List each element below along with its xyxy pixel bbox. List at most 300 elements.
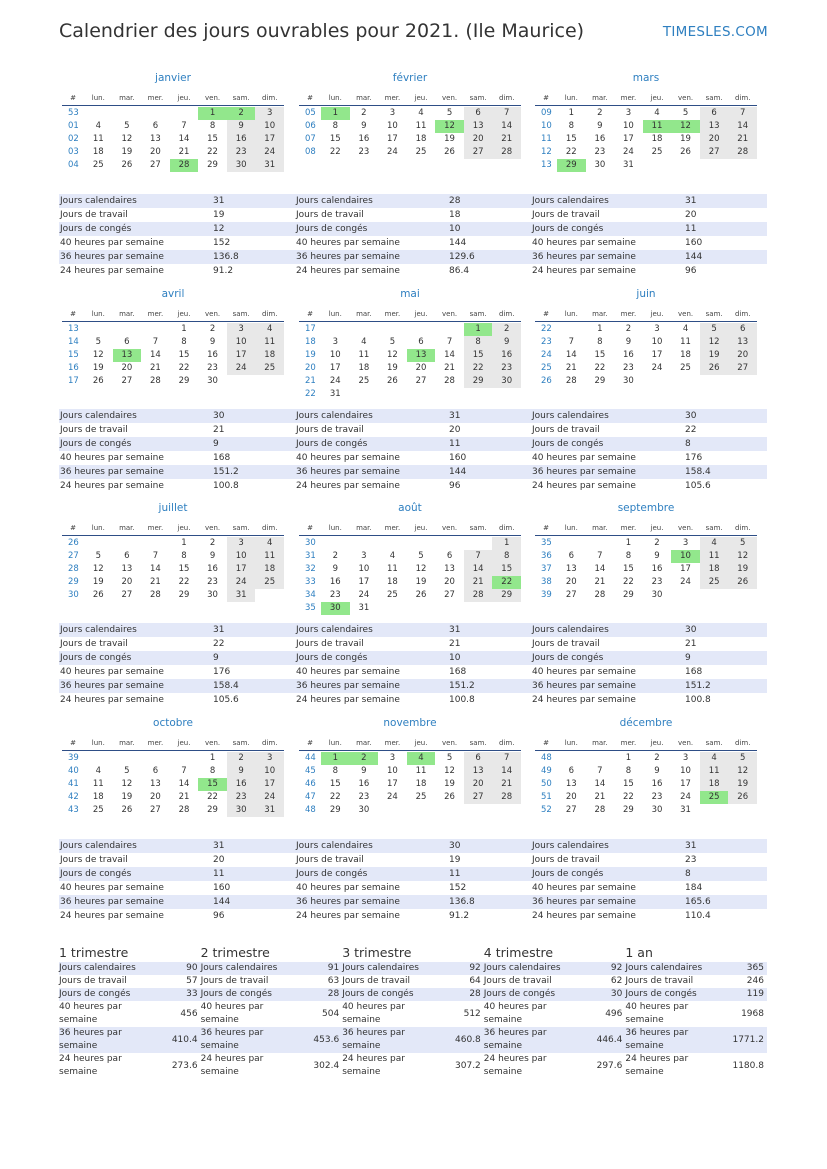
day-cell[interactable]: 30 <box>594 160 606 170</box>
day-cell[interactable]: 31 <box>227 589 256 602</box>
day-cell[interactable]: 31 <box>329 389 341 399</box>
day-cell[interactable]: 18 <box>387 577 398 587</box>
day-cell[interactable]: 29 <box>464 375 493 388</box>
day-cell[interactable]: 24 <box>387 147 398 157</box>
day-cell[interactable]: 28 <box>492 791 521 804</box>
day-cell[interactable]: 17 <box>255 778 284 791</box>
day-cell[interactable]: 11 <box>700 550 729 563</box>
day-cell[interactable]: 30 <box>358 805 370 815</box>
day-cell[interactable]: 20 <box>700 133 729 146</box>
day-cell[interactable]: 9 <box>361 766 367 776</box>
day-cell[interactable]: 30 <box>651 590 663 600</box>
day-cell[interactable]: 16 <box>207 564 218 574</box>
day-cell[interactable]: 28 <box>170 159 199 172</box>
day-cell[interactable]: 26 <box>121 160 133 170</box>
day-cell[interactable]: 15 <box>198 778 227 791</box>
day-cell[interactable]: 12 <box>92 350 104 360</box>
day-cell[interactable]: 14 <box>594 564 606 574</box>
day-cell[interactable]: 23 <box>651 792 663 802</box>
day-cell[interactable]: 4 <box>418 108 424 118</box>
day-cell[interactable]: 5 <box>389 337 396 347</box>
day-cell[interactable]: 30 <box>207 590 218 600</box>
day-cell[interactable]: 31 <box>623 160 634 170</box>
day-cell[interactable]: 20 <box>464 778 493 791</box>
day-cell[interactable]: 28 <box>565 376 577 386</box>
day-cell[interactable]: 16 <box>651 564 663 574</box>
day-cell[interactable]: 31 <box>255 804 284 817</box>
day-cell[interactable]: 12 <box>671 120 700 133</box>
day-cell[interactable]: 2 <box>597 108 603 118</box>
brand-logo[interactable]: TIMESLES.COM <box>662 24 768 40</box>
day-cell[interactable]: 12 <box>444 766 455 776</box>
day-cell[interactable]: 13 <box>113 349 142 362</box>
day-cell[interactable]: 12 <box>92 564 104 574</box>
day-cell[interactable]: 28 <box>594 590 606 600</box>
day-cell[interactable]: 17 <box>227 349 256 362</box>
day-cell[interactable]: 25 <box>680 363 691 373</box>
day-cell[interactable]: 6 <box>152 121 159 131</box>
day-cell[interactable]: 6 <box>464 107 493 120</box>
day-cell[interactable]: 22 <box>329 792 341 802</box>
day-cell[interactable]: 22 <box>623 577 634 587</box>
day-cell[interactable]: 30 <box>492 375 521 388</box>
day-cell[interactable]: 7 <box>446 337 453 347</box>
day-cell[interactable]: 30 <box>321 602 350 615</box>
day-cell[interactable]: 16 <box>492 349 521 362</box>
day-cell[interactable]: 10 <box>255 120 284 133</box>
day-cell[interactable]: 5 <box>682 108 689 118</box>
day-cell[interactable]: 23 <box>651 577 663 587</box>
day-cell[interactable]: 7 <box>492 752 521 765</box>
day-cell[interactable]: 5 <box>124 121 130 131</box>
day-cell[interactable]: 11 <box>415 766 427 776</box>
day-cell[interactable]: 2 <box>227 752 256 765</box>
day-cell[interactable]: 19 <box>444 134 455 144</box>
day-cell[interactable]: 7 <box>568 337 574 347</box>
day-cell[interactable]: 22 <box>492 576 521 589</box>
day-cell[interactable]: 5 <box>418 551 424 561</box>
day-cell[interactable]: 1 <box>597 324 603 334</box>
day-cell[interactable]: 13 <box>444 564 455 574</box>
day-cell[interactable]: 4 <box>361 337 367 347</box>
day-cell[interactable]: 18 <box>415 134 427 144</box>
day-cell[interactable]: 1 <box>625 538 632 548</box>
day-cell[interactable]: 1 <box>464 323 493 336</box>
day-cell[interactable]: 10 <box>680 766 691 776</box>
day-cell[interactable]: 14 <box>492 765 521 778</box>
day-cell[interactable]: 13 <box>121 564 133 574</box>
day-cell[interactable]: 14 <box>150 564 161 574</box>
day-cell[interactable]: 24 <box>227 362 256 375</box>
day-cell[interactable]: 7 <box>597 766 603 776</box>
day-cell[interactable]: 18 <box>680 350 691 360</box>
day-cell[interactable]: 8 <box>492 550 521 563</box>
day-cell[interactable]: 2 <box>654 753 660 763</box>
day-cell[interactable]: 17 <box>387 779 398 789</box>
day-cell[interactable]: 26 <box>415 590 427 600</box>
day-cell[interactable]: 15 <box>329 779 341 789</box>
day-cell[interactable]: 13 <box>565 779 577 789</box>
day-cell[interactable]: 12 <box>728 550 757 563</box>
day-cell[interactable]: 22 <box>594 363 606 373</box>
day-cell[interactable]: 8 <box>181 337 187 347</box>
day-cell[interactable]: 5 <box>95 551 101 561</box>
day-cell[interactable]: 29 <box>623 805 634 815</box>
day-cell[interactable]: 16 <box>227 133 256 146</box>
day-cell[interactable]: 14 <box>444 350 455 360</box>
day-cell[interactable]: 22 <box>464 362 493 375</box>
day-cell[interactable]: 8 <box>209 766 216 776</box>
day-cell[interactable]: 13 <box>407 349 436 362</box>
day-cell[interactable]: 21 <box>565 363 577 373</box>
day-cell[interactable]: 12 <box>121 779 133 789</box>
day-cell[interactable]: 27 <box>121 590 133 600</box>
day-cell[interactable]: 3 <box>682 538 689 548</box>
day-cell[interactable]: 4 <box>389 551 396 561</box>
day-cell[interactable]: 17 <box>651 350 663 360</box>
day-cell[interactable]: 11 <box>358 350 370 360</box>
day-cell[interactable]: 30 <box>651 805 663 815</box>
day-cell[interactable]: 15 <box>178 350 190 360</box>
day-cell[interactable]: 11 <box>643 120 672 133</box>
day-cell[interactable]: 16 <box>227 778 256 791</box>
day-cell[interactable]: 15 <box>623 779 634 789</box>
day-cell[interactable]: 13 <box>464 765 493 778</box>
day-cell[interactable]: 9 <box>227 120 256 133</box>
day-cell[interactable]: 5 <box>124 766 130 776</box>
day-cell[interactable]: 26 <box>92 376 104 386</box>
day-cell[interactable]: 24 <box>227 576 256 589</box>
day-cell[interactable]: 25 <box>415 792 427 802</box>
day-cell[interactable]: 19 <box>444 779 455 789</box>
day-cell[interactable]: 28 <box>444 376 455 386</box>
day-cell[interactable]: 5 <box>700 323 729 336</box>
day-cell[interactable]: 26 <box>728 791 757 804</box>
day-cell[interactable]: 8 <box>464 336 493 349</box>
day-cell[interactable]: 12 <box>435 120 464 133</box>
day-cell[interactable]: 3 <box>255 107 284 120</box>
day-cell[interactable]: 17 <box>227 563 256 576</box>
day-cell[interactable]: 28 <box>464 589 493 602</box>
day-cell[interactable]: 6 <box>728 323 757 336</box>
day-cell[interactable]: 20 <box>150 792 161 802</box>
day-cell[interactable]: 8 <box>332 766 338 776</box>
day-cell[interactable]: 8 <box>568 121 574 131</box>
day-cell[interactable]: 25 <box>255 576 284 589</box>
day-cell[interactable]: 2 <box>350 752 379 765</box>
day-cell[interactable]: 10 <box>358 564 370 574</box>
day-cell[interactable]: 27 <box>565 805 577 815</box>
day-cell[interactable]: 29 <box>178 590 190 600</box>
day-cell[interactable]: 15 <box>623 564 634 574</box>
day-cell[interactable]: 16 <box>207 350 218 360</box>
day-cell[interactable]: 28 <box>492 146 521 159</box>
day-cell[interactable]: 3 <box>255 752 284 765</box>
day-cell[interactable]: 2 <box>227 107 256 120</box>
day-cell[interactable]: 18 <box>415 779 427 789</box>
day-cell[interactable]: 23 <box>358 147 370 157</box>
day-cell[interactable]: 3 <box>625 108 632 118</box>
day-cell[interactable]: 4 <box>255 537 284 550</box>
day-cell[interactable]: 10 <box>329 350 341 360</box>
day-cell[interactable]: 27 <box>444 590 455 600</box>
day-cell[interactable]: 29 <box>557 159 586 172</box>
day-cell[interactable]: 1 <box>198 107 227 120</box>
day-cell[interactable]: 28 <box>178 805 190 815</box>
day-cell[interactable]: 21 <box>594 792 606 802</box>
day-cell[interactable]: 12 <box>387 350 398 360</box>
day-cell[interactable]: 8 <box>597 337 603 347</box>
day-cell[interactable]: 7 <box>728 107 757 120</box>
day-cell[interactable]: 19 <box>728 778 757 791</box>
day-cell[interactable]: 27 <box>121 376 133 386</box>
day-cell[interactable]: 19 <box>92 363 104 373</box>
day-cell[interactable]: 6 <box>464 752 493 765</box>
day-cell[interactable]: 23 <box>594 147 606 157</box>
day-cell[interactable]: 15 <box>565 134 577 144</box>
day-cell[interactable]: 25 <box>92 805 104 815</box>
day-cell[interactable]: 18 <box>92 792 104 802</box>
day-cell[interactable]: 3 <box>227 537 256 550</box>
day-cell[interactable]: 21 <box>150 577 161 587</box>
day-cell[interactable]: 17 <box>387 134 398 144</box>
day-cell[interactable]: 1 <box>321 752 350 765</box>
day-cell[interactable]: 21 <box>444 363 455 373</box>
day-cell[interactable]: 26 <box>92 590 104 600</box>
day-cell[interactable]: 8 <box>209 121 216 131</box>
day-cell[interactable]: 15 <box>207 134 218 144</box>
day-cell[interactable]: 15 <box>464 349 493 362</box>
day-cell[interactable]: 9 <box>332 564 338 574</box>
day-cell[interactable]: 20 <box>121 577 133 587</box>
day-cell[interactable]: 10 <box>227 550 256 563</box>
day-cell[interactable]: 20 <box>415 363 427 373</box>
day-cell[interactable]: 22 <box>207 147 218 157</box>
day-cell[interactable]: 25 <box>358 376 370 386</box>
day-cell[interactable]: 27 <box>728 362 757 375</box>
day-cell[interactable]: 20 <box>150 147 161 157</box>
day-cell[interactable]: 16 <box>623 350 634 360</box>
day-cell[interactable]: 9 <box>209 551 216 561</box>
day-cell[interactable]: 19 <box>415 577 427 587</box>
day-cell[interactable]: 29 <box>207 160 218 170</box>
day-cell[interactable]: 22 <box>207 792 218 802</box>
day-cell[interactable]: 9 <box>492 336 521 349</box>
day-cell[interactable]: 22 <box>178 363 190 373</box>
day-cell[interactable]: 2 <box>209 324 216 334</box>
day-cell[interactable]: 25 <box>415 147 427 157</box>
day-cell[interactable]: 24 <box>680 577 691 587</box>
day-cell[interactable]: 14 <box>178 779 190 789</box>
day-cell[interactable]: 26 <box>700 362 729 375</box>
day-cell[interactable]: 1 <box>568 108 574 118</box>
day-cell[interactable]: 4 <box>255 323 284 336</box>
day-cell[interactable]: 18 <box>92 147 104 157</box>
day-cell[interactable]: 8 <box>625 551 632 561</box>
day-cell[interactable]: 5 <box>446 108 453 118</box>
day-cell[interactable]: 24 <box>623 147 634 157</box>
day-cell[interactable]: 7 <box>152 337 159 347</box>
day-cell[interactable]: 5 <box>95 337 101 347</box>
day-cell[interactable]: 21 <box>594 577 606 587</box>
day-cell[interactable]: 3 <box>332 337 338 347</box>
day-cell[interactable]: 1 <box>181 324 187 334</box>
day-cell[interactable]: 21 <box>178 792 190 802</box>
day-cell[interactable]: 18 <box>358 363 370 373</box>
day-cell[interactable]: 27 <box>565 590 577 600</box>
day-cell[interactable]: 11 <box>92 134 104 144</box>
day-cell[interactable]: 23 <box>492 362 521 375</box>
day-cell[interactable]: 27 <box>464 791 493 804</box>
day-cell[interactable]: 25 <box>651 147 663 157</box>
day-cell[interactable]: 22 <box>565 147 577 157</box>
day-cell[interactable]: 14 <box>492 120 521 133</box>
day-cell[interactable]: 7 <box>181 766 187 776</box>
day-cell[interactable]: 10 <box>623 121 634 131</box>
day-cell[interactable]: 6 <box>446 551 453 561</box>
day-cell[interactable]: 26 <box>444 147 455 157</box>
day-cell[interactable]: 25 <box>92 160 104 170</box>
day-cell[interactable]: 18 <box>700 563 729 576</box>
day-cell[interactable]: 3 <box>361 551 367 561</box>
day-cell[interactable]: 17 <box>680 564 691 574</box>
day-cell[interactable]: 27 <box>150 160 161 170</box>
day-cell[interactable]: 23 <box>227 791 256 804</box>
day-cell[interactable]: 16 <box>358 779 370 789</box>
day-cell[interactable]: 13 <box>728 336 757 349</box>
day-cell[interactable]: 11 <box>700 765 729 778</box>
day-cell[interactable]: 7 <box>152 551 159 561</box>
day-cell[interactable]: 29 <box>329 805 341 815</box>
day-cell[interactable]: 7 <box>597 551 603 561</box>
day-cell[interactable]: 28 <box>150 376 161 386</box>
day-cell[interactable]: 23 <box>358 792 370 802</box>
day-cell[interactable]: 30 <box>227 159 256 172</box>
day-cell[interactable]: 15 <box>178 564 190 574</box>
day-cell[interactable]: 20 <box>444 577 455 587</box>
day-cell[interactable]: 19 <box>121 792 133 802</box>
day-cell[interactable]: 6 <box>700 107 729 120</box>
day-cell[interactable]: 3 <box>389 753 396 763</box>
day-cell[interactable]: 30 <box>227 804 256 817</box>
day-cell[interactable]: 31 <box>255 159 284 172</box>
day-cell[interactable]: 20 <box>121 363 133 373</box>
day-cell[interactable]: 2 <box>654 538 660 548</box>
day-cell[interactable]: 3 <box>389 108 396 118</box>
day-cell[interactable]: 4 <box>682 324 689 334</box>
day-cell[interactable]: 5 <box>728 537 757 550</box>
day-cell[interactable]: 20 <box>565 792 577 802</box>
day-cell[interactable]: 10 <box>255 765 284 778</box>
day-cell[interactable]: 1 <box>321 107 350 120</box>
day-cell[interactable]: 2 <box>332 551 338 561</box>
day-cell[interactable]: 23 <box>329 590 341 600</box>
day-cell[interactable]: 9 <box>654 766 660 776</box>
day-cell[interactable]: 9 <box>209 337 216 347</box>
day-cell[interactable]: 11 <box>255 336 284 349</box>
day-cell[interactable]: 28 <box>728 146 757 159</box>
day-cell[interactable]: 6 <box>418 337 424 347</box>
day-cell[interactable]: 13 <box>150 134 161 144</box>
day-cell[interactable]: 14 <box>594 779 606 789</box>
day-cell[interactable]: 18 <box>255 349 284 362</box>
day-cell[interactable]: 4 <box>95 121 101 131</box>
day-cell[interactable]: 15 <box>329 134 341 144</box>
day-cell[interactable]: 20 <box>464 133 493 146</box>
day-cell[interactable]: 9 <box>625 337 632 347</box>
day-cell[interactable]: 2 <box>361 108 367 118</box>
day-cell[interactable]: 22 <box>178 577 190 587</box>
day-cell[interactable]: 11 <box>680 337 691 347</box>
day-cell[interactable]: 27 <box>415 376 427 386</box>
day-cell[interactable]: 16 <box>594 134 606 144</box>
day-cell[interactable]: 5 <box>446 753 453 763</box>
day-cell[interactable]: 11 <box>415 121 427 131</box>
day-cell[interactable]: 13 <box>700 120 729 133</box>
day-cell[interactable]: 13 <box>565 564 577 574</box>
day-cell[interactable]: 14 <box>728 120 757 133</box>
day-cell[interactable]: 18 <box>651 134 663 144</box>
day-cell[interactable]: 16 <box>651 779 663 789</box>
day-cell[interactable]: 30 <box>207 376 218 386</box>
day-cell[interactable]: 17 <box>329 363 341 373</box>
day-cell[interactable]: 26 <box>728 576 757 589</box>
day-cell[interactable]: 21 <box>492 133 521 146</box>
day-cell[interactable]: 17 <box>255 133 284 146</box>
day-cell[interactable]: 19 <box>700 349 729 362</box>
day-cell[interactable]: 2 <box>492 323 521 336</box>
day-cell[interactable]: 30 <box>623 376 634 386</box>
day-cell[interactable]: 27 <box>150 805 161 815</box>
day-cell[interactable]: 24 <box>387 792 398 802</box>
day-cell[interactable]: 23 <box>207 577 218 587</box>
day-cell[interactable]: 26 <box>121 805 133 815</box>
day-cell[interactable]: 28 <box>594 805 606 815</box>
day-cell[interactable]: 29 <box>594 376 606 386</box>
day-cell[interactable]: 6 <box>152 766 159 776</box>
day-cell[interactable]: 3 <box>682 753 689 763</box>
day-cell[interactable]: 31 <box>680 805 691 815</box>
day-cell[interactable]: 4 <box>700 752 729 765</box>
day-cell[interactable]: 20 <box>728 349 757 362</box>
day-cell[interactable]: 12 <box>121 134 133 144</box>
day-cell[interactable]: 6 <box>568 551 574 561</box>
day-cell[interactable]: 23 <box>623 363 634 373</box>
day-cell[interactable]: 8 <box>332 121 338 131</box>
day-cell[interactable]: 26 <box>444 792 455 802</box>
day-cell[interactable]: 16 <box>329 577 341 587</box>
day-cell[interactable]: 7 <box>464 550 493 563</box>
day-cell[interactable]: 21 <box>728 133 757 146</box>
day-cell[interactable]: 29 <box>207 805 218 815</box>
day-cell[interactable]: 9 <box>654 551 660 561</box>
day-cell[interactable]: 4 <box>654 108 660 118</box>
day-cell[interactable]: 21 <box>178 147 190 157</box>
day-cell[interactable]: 10 <box>227 336 256 349</box>
day-cell[interactable]: 1 <box>492 537 521 550</box>
day-cell[interactable]: 4 <box>700 537 729 550</box>
day-cell[interactable]: 2 <box>625 324 632 334</box>
day-cell[interactable]: 4 <box>95 766 101 776</box>
day-cell[interactable]: 14 <box>150 350 161 360</box>
day-cell[interactable]: 9 <box>597 121 603 131</box>
day-cell[interactable]: 15 <box>594 350 606 360</box>
day-cell[interactable]: 8 <box>625 766 632 776</box>
day-cell[interactable]: 11 <box>92 779 104 789</box>
day-cell[interactable]: 17 <box>680 779 691 789</box>
day-cell[interactable]: 6 <box>124 337 130 347</box>
day-cell[interactable]: 10 <box>671 550 700 563</box>
